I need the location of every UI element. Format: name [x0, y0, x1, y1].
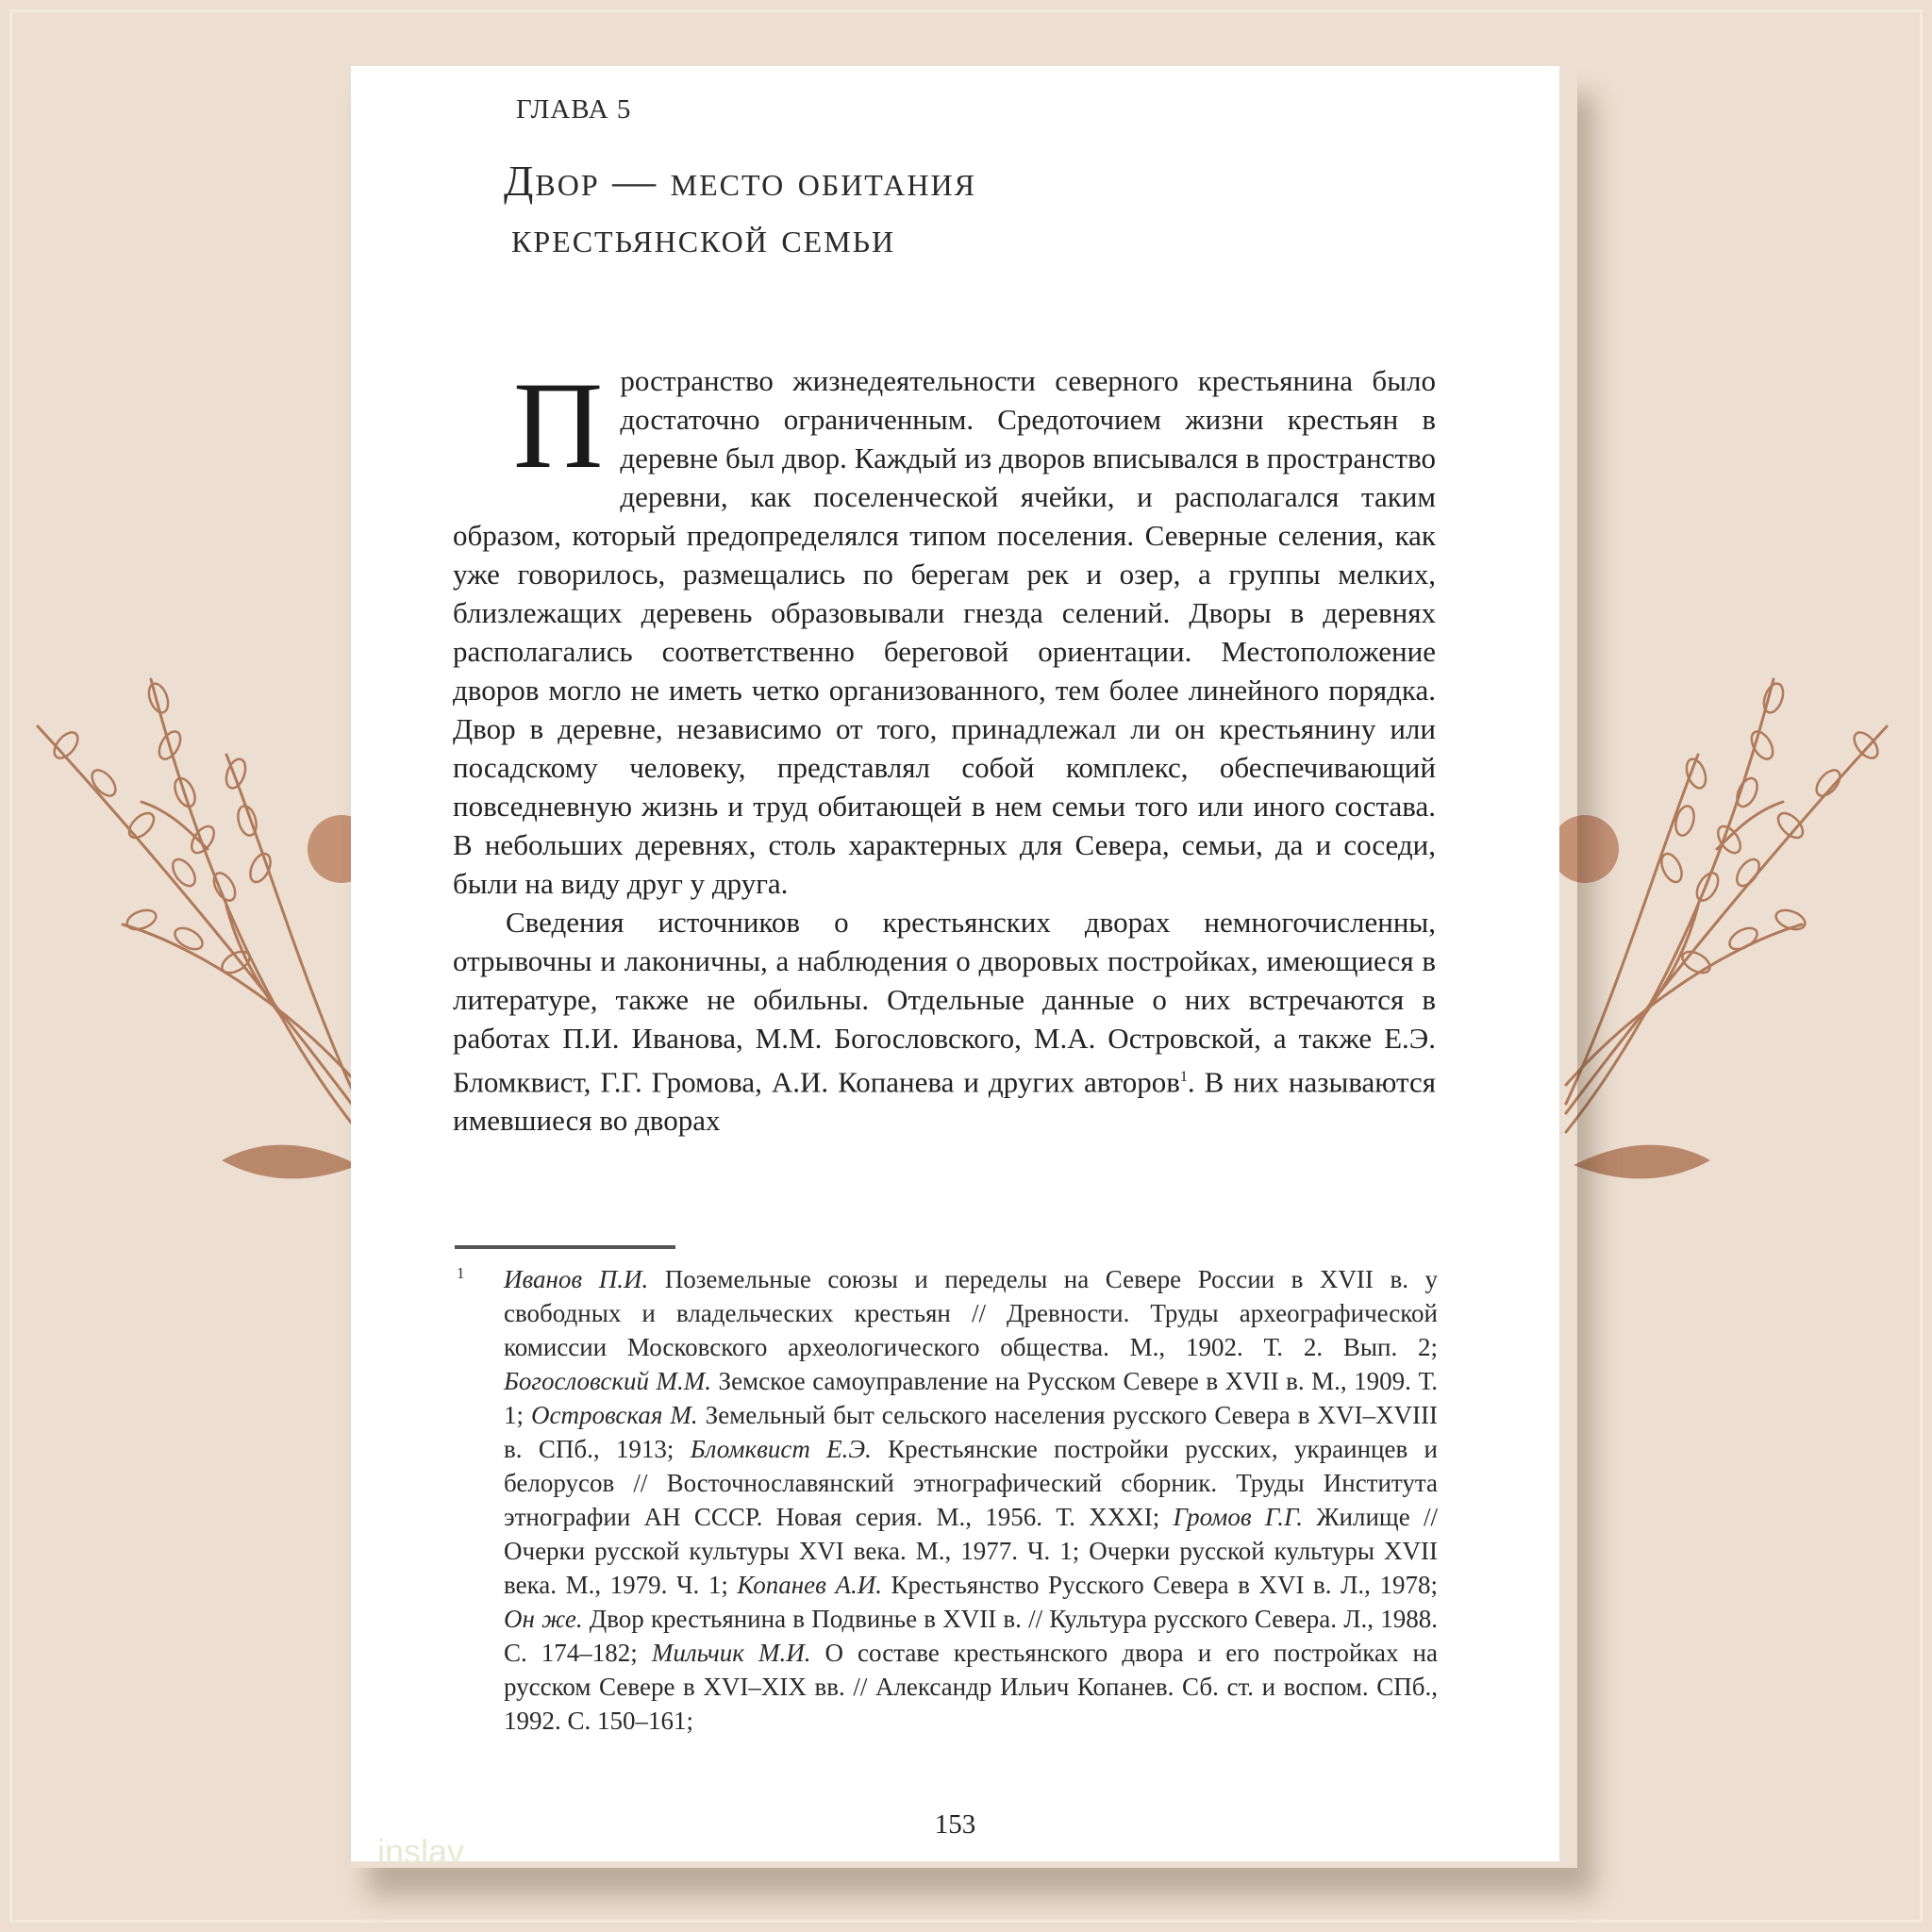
- page-number: 153: [934, 1809, 976, 1840]
- footnote-segment: Земское самоуправление на Русском Севере в XVII в. М., 1909. Т. 1;: [504, 1367, 1438, 1429]
- chapter-title: [504, 153, 1353, 266]
- footnote-segment: Земельный быт сельского населения русского Севера в XVI–XVIII в. СПб., 1913;: [504, 1401, 1438, 1463]
- footnote-number: 1: [457, 1264, 465, 1282]
- chapter-title-line2: крестьянской семьи: [511, 213, 896, 261]
- footnote-author: Островская М.: [531, 1401, 698, 1429]
- drop-cap: П: [513, 356, 604, 494]
- footnote-author: Бломквист Е.Э.: [690, 1435, 872, 1463]
- paragraph-2-text-b: . В них называются имевшиеся во дворах: [453, 1065, 1436, 1138]
- footnote-segment: Жилище // Очерки русской культуры XVI века. М., 1977. Ч. 1; Очерки русской культуры XVII века. М., 1979. Ч. 1;: [504, 1503, 1439, 1599]
- paragraph-1-text: ространство жизнедеятельности северного крестьянина было достаточно ограниченным. Средоточием жизни крестьян в деревне был двор. Каждый из дворов вписывался в пространство деревни, как поселенческой ячейки, и располагался таким образом, который предопределялся типом поселения. Северные селения, как уже говорилось, размещались по берегам рек и озер, а группы мелких, близлежащих деревень образовывали гнезда селений. Дворы в деревнях располагались соответственно береговой ориентации. Местоположение дворов могло не иметь четко организованного, тем более линейного порядка. Двор в деревне, независимо от того, принадлежал ли он крестьянину или посадскому человеку, представлял собой комплекс, обеспечивающий повседневную жизнь и труд обитающей в нем семьи того или иного состава. В небольших деревнях, столь характерных для Севера, семьи, да и соседи, были на виду друг у друга.: [453, 364, 1436, 900]
- footnote-divider: [455, 1245, 675, 1249]
- footnote-author: Мильчик М.И.: [651, 1639, 811, 1667]
- footnote-segment: Поземельные союзы и переделы на Севере России в XVII в. у свободных и владельческих крестьян // Древности. Труды археографической комиссии Московского археологического общества. М., 1902. Т. 2. Вып. 2;: [504, 1265, 1438, 1361]
- chapter-label: ГЛАВА 5: [516, 94, 632, 125]
- watermark: inslav: [377, 1832, 465, 1871]
- footnote-segment: Крестьянские постройки русских, украинцев и белорусов // Восточнославянский этнографический сборник. Труды Института этнографии АН СССР. Новая серия. М., 1956. Т. XXXI;: [504, 1435, 1438, 1531]
- footnote-ref[interactable]: 1: [1179, 1069, 1188, 1085]
- footnote-segment: Крестьянство Русского Севера в XVI в. Л., 1978;: [881, 1571, 1438, 1599]
- footnote-text: [504, 1262, 1438, 1738]
- footnote-segment: О составе крестьянского двора и его постройках на русском Севере в XVI–XIX вв. // Александр Ильич Копанев. Сб. ст. и воспом. СПб., 1992. С. 150–161;: [504, 1639, 1438, 1735]
- main-text: [453, 356, 1436, 1140]
- footnote-author: Копанев А.И.: [737, 1571, 882, 1599]
- book-page: [351, 66, 1559, 1871]
- footnote-segment: Двор крестьянина в Подвинье в XVII в. // Культура русского Севера. Л., 1988. С. 174–182;: [504, 1605, 1438, 1667]
- paragraph-2-text-a: Сведения источников о крестьянских дворах немногочисленны, отрывочны и лаконичны, а наблюдения о дворовых постройках, имеющиеся в литературе, также не обильны. Отдельные данные о них встречаются в работах П.И. Иванова, М.М. Богословского, М.А. Островской, а также Е.Э. Бломквист, Г.Г. Громова, А.И. Копанева и других авторов: [453, 906, 1436, 1099]
- footnote-author: Богословский М.М.: [504, 1367, 712, 1395]
- footnote-author: Он же.: [504, 1605, 583, 1633]
- footnote-author: Громов Г.Г.: [1173, 1503, 1304, 1531]
- footnote-author: Иванов П.И.: [504, 1265, 649, 1293]
- paragraph-1: [453, 356, 1436, 903]
- paragraph-2: [453, 903, 1436, 1140]
- chapter-title-line1: Двор — место обитания: [504, 157, 976, 205]
